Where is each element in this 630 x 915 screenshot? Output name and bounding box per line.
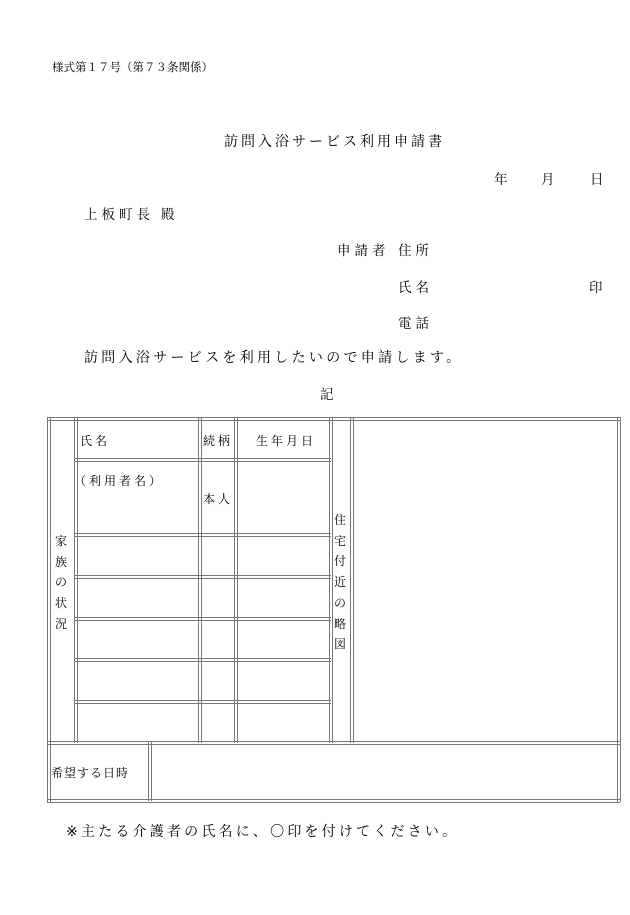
date-year-label: 年 xyxy=(494,172,508,188)
table-row xyxy=(75,700,331,704)
address-label: 住所 xyxy=(398,243,433,259)
footnote: ※主たる介護者の氏名に、〇印を付けてください。 xyxy=(66,824,460,840)
phone-label: 電話 xyxy=(398,316,433,332)
table-row xyxy=(75,458,331,462)
col-header-relation: 続柄 xyxy=(203,434,234,448)
user-name-hint: （利用者名） xyxy=(74,474,165,488)
family-label-divider xyxy=(74,417,78,743)
addressee-honorific: 殿 xyxy=(161,207,175,223)
map-section-label: 住 宅 付 近 の 略 図 xyxy=(333,513,346,652)
request-sentence: 訪問入浴サービスを利用したいので申請します。 xyxy=(84,350,464,366)
table-row xyxy=(75,575,331,579)
name-label: 氏名 xyxy=(398,280,433,296)
date-row-divider xyxy=(47,741,620,745)
user-relation: 本人 xyxy=(203,492,234,506)
preferred-datetime-label: 希望する日時 xyxy=(51,766,130,780)
addressee-name: 上板町長 xyxy=(84,207,154,223)
table-top-border xyxy=(47,417,620,421)
map-label-divider xyxy=(350,417,354,743)
col-header-birthdate: 生年月日 xyxy=(256,434,317,448)
col-header-name: 氏名 xyxy=(80,434,111,448)
relation-col-divider xyxy=(234,417,238,743)
ki-label: 記 xyxy=(320,387,334,403)
seal-label: 印 xyxy=(589,280,603,296)
table-row xyxy=(75,617,331,621)
form-number: 様式第１７号（第７３条関係） xyxy=(52,60,213,74)
date-row-label-divider xyxy=(148,741,152,801)
family-section-label: 家 族 の 状 況 xyxy=(54,534,67,631)
document-title: 訪問入浴サービス利用申請書 xyxy=(224,134,445,150)
table-row xyxy=(75,658,331,662)
name-col-divider xyxy=(198,417,202,743)
date-month-label: 月 xyxy=(541,172,555,188)
applicant-label: 申請者 xyxy=(337,243,390,259)
table-bottom-border xyxy=(47,799,620,803)
date-day-label: 日 xyxy=(590,172,604,188)
table-row xyxy=(75,533,331,537)
